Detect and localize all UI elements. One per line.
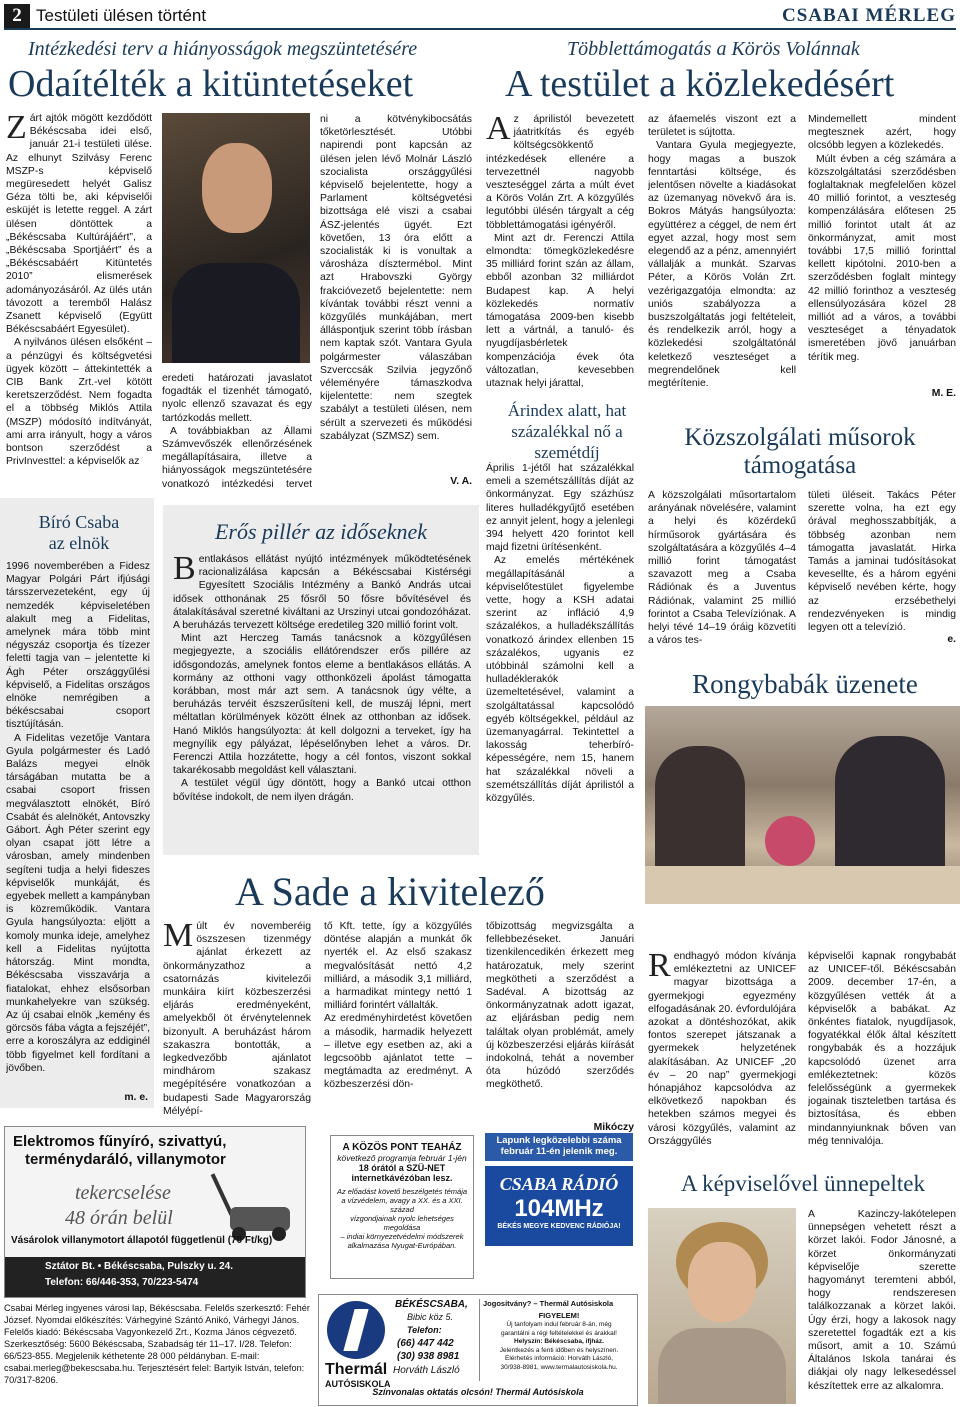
left-kicker: Intézkedési terv a hiányosságok megszüntetésére xyxy=(28,38,418,60)
right-article-col3 xyxy=(808,113,956,381)
biro-title: Bíró Csaba az elnök xyxy=(38,512,120,553)
left-article-col2 xyxy=(162,372,312,488)
koztea-ad[interactable] xyxy=(330,1135,474,1279)
thermal-tel1: (66) 447 442 xyxy=(397,1338,454,1349)
kozszolg-signature: e. xyxy=(947,634,956,645)
paragraph: últ év novemberéig öszszesen tizenmégy ajánlat érkezett az önkormányzathoz a csatornázás kivitelezői munkáira kiírt közbeszerzési eljárás eredményeként, amelyekből öt érvénytelennek bizonyult. A beruházást három szakaszra bontották, a legkedvezőbb ajánlatot mindhárom szakasz megépítésére vonatkozóan a budapesti Sade Magyarország Mélyépí- xyxy=(163,921,311,1117)
paragraph: A nyilvános ülésen elsőként – a pénzügyi és költségvetési ügyek között – áttekintették a CIB Bank Zrt.-vel kötött keretszerződést. Nem fogadta el a többség Miklós Attila (MSZP) módosító indítványát, ami arra irányult, hogy a város bontson szerződést a PrivInvesttel: a képviselők az xyxy=(6,337,152,468)
paragraph: Múlt évben a cég számára a közszolgáltatási szerződésben foglaltaknak megfelelően közel 40 millió forintot, a veszteség kompenzálására előtesen 25 millió forintot utalt át az önkormányzat, amit most további 17,5 millió forinttal kellett kipótolni. 2010-ben a szerződésben foglalt mintegy 42 millió forinthoz a veszteség ellensúlyozására közel 28 milliót ad a város, a további veszteséget a tényadatok ismeretében jövő januárban térítik meg. xyxy=(808,153,956,363)
paragraph: A Fidelitas vezetője Vantara Gyula polgármester és Ladó Balázs megyei elnök társágában mutatta be a csabai csoport frissen megválasztott elnökét, Bíró Csabát és alelnökét, Antovszky Gábort. Ágh Péter szerint egy olyan csapat jött létre a városban, amely mindenben segíteni tudja a helyi fideszes képviselők munkáját, és egyebek mellett a kampányban is közreműködik. Vantara Gyula hangsúlyozta: eljött a komoly munka ideje, amelyhez kell a Fidelitas nyújtotta hátország. Mint mondta, Békéscsaba visszavárja a fiatalokat, ehhez elsősorban munkahelyekre van szükség. Az új csabai elnök „kemény és görcsös fába vágta a fejszéjét”, erre a koroszályra az eddiginél több figyelmet kell fordítani a jövőben. xyxy=(6,732,150,1074)
kozszolg-col1: A közszolgálati műsortartalom arányának növelésére, valamint a helyi és közérdekű hírműsorok gyártására és szolgáltatására a közgyűlés 4–4 millió forint támogatást szavazott meg a Csaba Rádiónak és a Juventus Rádiónak, valamint 25 millió forintot a Csaba Televíziónak. A helyi tévé 14–19 óráig közvetíti a város tes- xyxy=(648,490,796,647)
paragraph: Mint azt Herczeg Tamás tanácsnok a közgyűlésen megjegyezte, a szociális ellátórendszer erős pillére az idősgondozás, amelynek fontos eleme a bentlakásos ellátás. A kormány az otthoni vagy otthonközeli ápolást támogatta korábban, most már azt sem. A tanácsnok úgy vélte, a beruházás tervéit észszerűsíteni kell, de muszáj lépni, mert méltatlan körülmények között élnek az otthonban az idősek. Hanó Miklós hangsúlyozta: át kell dolgozni a terveket, így ha megnyílik egy pályázat, lépéselőnyben lehet a város. Dr. Ferenczi Attila hozzátette, hogy a cél fontos, viszont sokkal takarékosabb megoldást kell választani. xyxy=(173,633,471,777)
brand-name: CSABAI MÉRLEG xyxy=(782,5,956,26)
ad-line: 48 órán belül xyxy=(65,1207,173,1229)
thermal-divider xyxy=(479,1299,480,1381)
meeting-photo xyxy=(645,706,960,904)
kepviselovel-text: A Kazinczy-lakótelepen ünnepségen vehetett részt a körzet lakói. Fodor Jánosné, a körzet önkormányzati képviselője szerette hagyományt teremteni abból, hogy rendszeresen találkozzanak a körzet lakói. Úgy érzi, hogy a lakosok nagy szeretettel fogadták ezt a kis műsort, amit a 10. Számú Általános Iskola tanárai és diákjai oly nagy lelkesedéssel készítettek erre az alkalomra. xyxy=(808,1209,956,1392)
ad-line: – indiai környezetvédelmi módszerek xyxy=(340,1232,464,1241)
paragraph: árt ajtók mögött kezdődött Békéscsaba idei első, január 21-i testületi ülése. Az elhunyt Szilvásy Ferenc MSZP-s képviselő megüresedett helyét Galisz Géza tölti be, aki képviselői esküjét is letette reggel. A zárt ülésen döntöttek a „Békéscsaba Kultúrájáért”, a „Békéscsaba Sportjáért” és a „Békéscsabáért Kitüntetés 2010” elismerések adományozásáról. Az ülés után távozott a teremből Halász Zsanett képviselő (Együtt Békéscsabáért Egyesület). xyxy=(6,113,152,336)
ad-line: Jelentkezés a fenti időben és helyszínen. xyxy=(499,1346,619,1354)
radio-frequency: 104MHz xyxy=(514,1195,604,1222)
right-title: A testület a közlekedésért xyxy=(505,63,895,105)
paragraph: A továbbiakban az Állami Számvevőszék ellenőrzésének megállapításaira, illetve a hiányosságok megszüntetésére vonatkozó intézkedési tervet xyxy=(162,425,312,488)
left-article-col3 xyxy=(320,113,472,471)
right-article-signature: M. E. xyxy=(931,388,956,399)
ad-line: Az előadást követő beszélgetés témája xyxy=(336,1187,468,1196)
ad-line: garantálni a régi feltételekkel és árakkal! xyxy=(501,1329,617,1337)
table-surface xyxy=(645,866,960,904)
paragraph: az áfaemelés viszont ezt a területet is sújtotta. xyxy=(648,114,796,139)
dropcap: R xyxy=(648,950,671,984)
sade-col1 xyxy=(163,920,311,1148)
ad-line: Vásárolok villanymotort állapotól függetlenül (70 Ft/kg) xyxy=(11,1235,273,1246)
ad-line: vízgondjainak nyolc lehetséges megoldása xyxy=(350,1214,454,1232)
left-title: Odaítélték a kitüntetéseket xyxy=(8,63,414,105)
ad-line: Telefon: 66/446-353, 70/223-5474 xyxy=(45,1277,199,1288)
thermal-info xyxy=(483,1321,635,1372)
biro-signature: m. e. xyxy=(124,1092,148,1103)
paragraph: Vantara Gyula megjegyezte, hogy magas a buszok fenntartási költsége, és jelentősen növelte a kiadásokat az üzemanyag növekvő ára is. Bokros Mátyás hangsúlyozta: együttérez a céggel, de nem ért egyet azzal, hogy most sem elegendő az a pénz, amennyiért vállalják a munkát. Szarvas Péter, a Körös Volán Zrt. vezérigazgatója elmondta: az uniós szabályozza a buszszolgáltatás jogi feltételeit, és rendelkezik arról, hogy a közlekedési szolgáltatónál keletkező veszteséget a megrendelőnek kell megtérítenie. xyxy=(648,140,796,390)
left-article-signature: V. A. xyxy=(450,476,472,487)
ad-line: alkalmazása Nyugat-Európában. xyxy=(347,1241,457,1250)
kozszolg-title: Közszolgálati műsorok támogatása xyxy=(684,424,916,479)
dropcap: M xyxy=(163,920,194,954)
thermal-slogan: Színvonalas oktatás olcsón! Thermál Autósiskola xyxy=(372,1387,584,1397)
right-kicker: Többlettámogatás a Körös Volánnak xyxy=(567,38,860,60)
ad-line: Elektromos fűnyíró, szivattyú, xyxy=(13,1133,227,1150)
header-bar xyxy=(4,4,956,28)
next-issue-line1: Lapunk legközelebbi száma xyxy=(496,1135,622,1146)
rongy-col1 xyxy=(648,950,796,1150)
paragraph: Mint azt dr. Ferenczi Attila elmondta: tömegközlekedésre 35 milliárd forint szán az állam, ebből azonban 32 milliárdot Budapest kap. A helyi közlekedés normatív támogatása 2009-ben kisebb lett a vártnál, a tanuló- és nyugdíjasbérletek kompenzációja évek óta változatlan, kevesebben utaznak helyi járattal, xyxy=(486,232,634,390)
arindex-text xyxy=(486,462,634,848)
paragraph: A testület végül úgy döntött, hogy a Bankó utcai otthon bővítése indokolt, de nem ilyen drágán. xyxy=(173,778,471,803)
radio-ad[interactable] xyxy=(485,1166,633,1246)
elektro-ad[interactable] xyxy=(4,1126,306,1298)
ad-line: Helyszín: Békéscsaba, ifjház. xyxy=(514,1338,604,1345)
paragraph: endhagyó módon kívánja emlékeztetni az UNICEF magyar bizottsága a gyermekjogi egyezmény elfogadásának 20. évfordulójára azokat a döntéshozókat, akik fontos szerepet játszanak a gyermekek helyzetének alakításában. Az UNICEF „20 év – 20 nap” gyermekjogi hónapjához kapcsolódva az elkövetkező napokban és hetekben számos megyei és városi közgyűlés, valamint az Országgyűlés xyxy=(648,951,796,1147)
shirt-shape xyxy=(172,263,300,363)
radio-name: CSABA RÁDIÓ xyxy=(499,1174,619,1194)
face-shape xyxy=(202,143,272,233)
lawnmower-icon xyxy=(220,1172,292,1242)
thermal-owner: Horváth László xyxy=(393,1365,460,1376)
dropcap: B xyxy=(173,553,196,587)
thermal-logo xyxy=(327,1301,385,1359)
page-number: 2 xyxy=(4,4,30,28)
thermal-attention: FIGYELEM! xyxy=(538,1311,580,1320)
sade-signature: Mikóczy xyxy=(593,1122,634,1133)
thermal-city: BÉKÉSCSABA, xyxy=(395,1299,468,1310)
sade-title: A Sade a kivitelező xyxy=(235,869,545,914)
impressum: Csabai Mérleg ingyenes városi lap, Békéscsaba. Felelős szerkesztő: Fehér József. Nyomdai előkészítés: Várhegyiné Szántó Anikó, Várhegyi János. Felelős kiadó: Békéscsaba Vagyonkezelő Zrt., Kozma János cégvezető. Szerkesztőség: 5600 Békéscsaba, Szabadság tér 11–17. I/28. Telefon: 66/523-855. Megjelenik kéthetente 28 000 példányban. E-mail: csabai.merleg@bekescsaba.hu. Terjesztésért felel: Bartyik István, telefon: 70/317-8206. xyxy=(4,1303,310,1385)
ad-line: 30/938-8981, www.termalautosiskola.hu. xyxy=(500,1363,618,1371)
eros-box xyxy=(163,505,479,855)
thermal-address: Bibic köz 5. xyxy=(407,1312,454,1322)
ad-title: A KÖZÖS PONT TEAHÁZ xyxy=(342,1142,462,1153)
ad-line: a vízvédelem, avagy a XX. és a XXI. század xyxy=(341,1196,463,1214)
paragraph: Az emelés mértékének megállapításánál a képviselőtestület figyelembe vette, hogy a KSH adatai szerint az infláció 4,9 százalékos, a hulladékszállítás vonatkozó árindex ellenben 15 százalékos, ugyanis ez utóbbinál számolni kell a hulladéklerakók üzemeltetésével, valamint a szolgáltatással kapcsolódó egyéb költségekkel, például az üzemanyagárral. Tekintettel a lakosság teherbíró-képességére, nem 15, hanem hat százalékkal növeli a szemétszállítás díját áprilistól a közgyűlés. xyxy=(486,555,634,805)
paragraph: Mindemellett mindent megtesznek azért, hogy olcsóbb legyen a közlekedés. xyxy=(808,114,956,152)
ad-line: Elérhetés információ: Horváth László, xyxy=(504,1355,614,1362)
person-left xyxy=(655,746,745,886)
ad-line: terménydaráló, villanymotor xyxy=(25,1151,226,1168)
paragraph: eredeti határozati javaslatot fogadták el tizenhét támogató, nyolc ellenző szavazat és egy tartózkodás mellett. xyxy=(162,373,312,424)
thermal-tel2: (30) 938 8981 xyxy=(397,1351,460,1362)
next-issue-box xyxy=(485,1133,633,1161)
paragraph: 1996 novemberében a Fidesz Magyar Polgári Párt ifjúsági társszervezeteként, egy új nemzedék képviseletében alakult meg a Fidelitas, amelynek mára több mint négyszáz csoportja és tízezer feletti tagja van – jelentette ki Ágh Péter országgyűlési képviselő, a Fidelitas országos elnöke nemrégiben a békéscsabai csoport tisztújításán. xyxy=(6,561,150,731)
radio-slogan: BÉKÉS MEGYE KEDVENC RÁDIÓJA! xyxy=(497,1223,621,1230)
left-article-col1 xyxy=(6,112,152,495)
ad-line: tekercselése xyxy=(75,1182,171,1204)
paragraph: ni a kötvénykibocsátás tőketörlesztését. Utóbbi napirendi pont kapcsán az ülésen jelen lévő Molnár László szocialista országgyűlési képviselő bejelentette, hogy a Parlament költségvetési bizottsága elé viszi a csabai ÁSZ-jelentés ügyét. Ezt követően, 13 óra előtt a szocialisták ki is vonultak a városháza dísztermébol. Mint azt Hrabovszki György frakcióvezető bejelentette: nem kívántak további részt venni a közgyűlés munkájában, mert álláspontjuk szerint több írásban nem kaptak szót. Vantara Gyula polgármester válaszában Szverccsák Szilvia jegyzőnő véleményére támaszkodva kijelentette: nem szegtek szabályt a testületi ülésen, nem sérült a szervezeti és működési szabályzat (SZMSZ) sem. xyxy=(320,114,472,442)
kepviselovel-title: A képviselővel ünnepeltek xyxy=(681,1171,925,1196)
rongy-col2: képviselői kapnak rongybabát az UNICEF-től. Békéscsabán 2009. december 17-én, a közgyűlésen vették át a képviselők a babákat. Az önkéntes fiatalok, nyugdíjasok, fogyatékkal élők által készített rongybabák és a hozzájuk kapcsolódó üzenet arra emlékeztetnek: közös felelősségünk a gyermekek jogainak tiszteletben tartása és biztosítása, és ebben mindannyiunknak bőven van még tennivalója. xyxy=(808,951,956,1147)
rag-doll xyxy=(765,816,815,866)
portrait-photo xyxy=(162,113,310,363)
paragraph: entlakásos ellátást nyújtó intézmények működtetésének racionalizálása kapcsán a Békéscsabai Kistérségi Egyesített Szociális Intézmény a Bankó András utcai idősek otthonának 25 fősről 50 fősre bővítésével és átalakításával szeretné kiváltani az Urszinyi utcai gondozóházat. A beruházás tervezett költsége eredetileg 320 millió forint volt. xyxy=(173,554,471,632)
thermal-brand2: AUTÓSISKOLA xyxy=(325,1379,391,1389)
paragraph: Április 1-jétől hat százalékkal emeli a szemétszállítás díját az önkormányzat. Egy százhúsz literes hulladékgyűjtő esetében ez annyit jelent, hogy a jelenlegi 394 helyett 420 forintot kell majd fizetni ürítésenként. xyxy=(486,463,634,554)
thermal-tel-label: Telefon: xyxy=(407,1325,442,1335)
paragraph: z áprilistól bevezetett jáatritkítás és egyéb költségcsökkentő intézkedések ellenére a tervezettnél nagyobb veszteséggel zárta a múlt évet a Körös Volán Zrt. A közgyűlés legutóbbi ülésén tárgyalt a cég többlettámogatási igényéről. xyxy=(486,114,634,231)
dropcap: Z xyxy=(6,112,27,146)
sade-col3: tőbizottság megvizsgálta a fellebbezéseket. Januári tizenkilencedikén érkezett meg határozatuk, mely szerint megkötheti a szerződést a Sadéval. A bizottság az önkormányzatnak adott igazat, az eljárásban pedig nem találtak olyan problémát, amely új közbeszerzési eljárás kiírását indokolná, tehát a november óta húzódó szerződés megköthető. xyxy=(486,921,634,1091)
ad-line: következő programja február 1-jén xyxy=(337,1153,467,1163)
ad-line: Új tanfolyam indul február 8-án, még xyxy=(506,1321,612,1328)
jacket-shape xyxy=(658,1328,786,1404)
eros-title: Erős pillér az időseknek xyxy=(214,519,428,544)
arindex-title: Árindex alatt, hat százalékkal nő a szemétdíj xyxy=(507,401,627,462)
rongy-title: Rongybabák üzenete xyxy=(692,669,918,699)
thermal-brand: Thermál xyxy=(325,1361,388,1378)
biro-text xyxy=(6,560,150,1090)
dropcap: A xyxy=(486,113,511,147)
woman-photo xyxy=(648,1208,796,1404)
right-article-col2 xyxy=(648,113,796,403)
header-rule xyxy=(4,28,956,30)
ad-line: Sztátor Bt. • Békéscsaba, Pulszky u. 24. xyxy=(45,1261,234,1272)
thermal-question: Jogosítvány? – Thermál Autósiskola xyxy=(483,1299,614,1308)
kozszolg-col2: tületi üléseit. Takács Péter szerette volna, ha ezt egy órával meghosszabbítják, a többség azonban nem támogatta javaslatát. Hirka Tamás a jaminai tudósításokat kevesellte, és a három egyéni képviselő nevében kérte, hogy az erzsébethelyi rendezvényeken is mindig legyen ott a televízió. xyxy=(808,490,956,634)
ad-line: 18 órától a SZÜ-NET xyxy=(358,1163,446,1173)
eros-text xyxy=(173,553,471,849)
thermal-ad[interactable] xyxy=(318,1294,638,1406)
right-article-col1 xyxy=(486,113,634,401)
biro-box xyxy=(0,498,154,1108)
ad-line: internetkávézóban lesz. xyxy=(351,1173,453,1183)
sade-col2: tő Kft. tette, így a közgyűlés döntése alapján a munkát ők nyerték el. Az első szakasz megvalósítását nettó 4,2 milliárd, a második 3,1 milliárd, a harmadikat mintegy nettó 1 milliárd forintért vállalták. Az eredményhirdetést követően a második, harmadik helyezett – illetve egy esetben az, aki a legcsoöbb ajánlatot tette – megtámadta az eredményt. A közbeszerzési dön- xyxy=(324,921,472,1091)
person-right xyxy=(835,736,945,886)
face-shape xyxy=(688,1242,756,1322)
next-issue-line2: február 11-én jelenik meg. xyxy=(500,1146,618,1157)
section-label: Testületi ülésen történt xyxy=(36,6,207,25)
